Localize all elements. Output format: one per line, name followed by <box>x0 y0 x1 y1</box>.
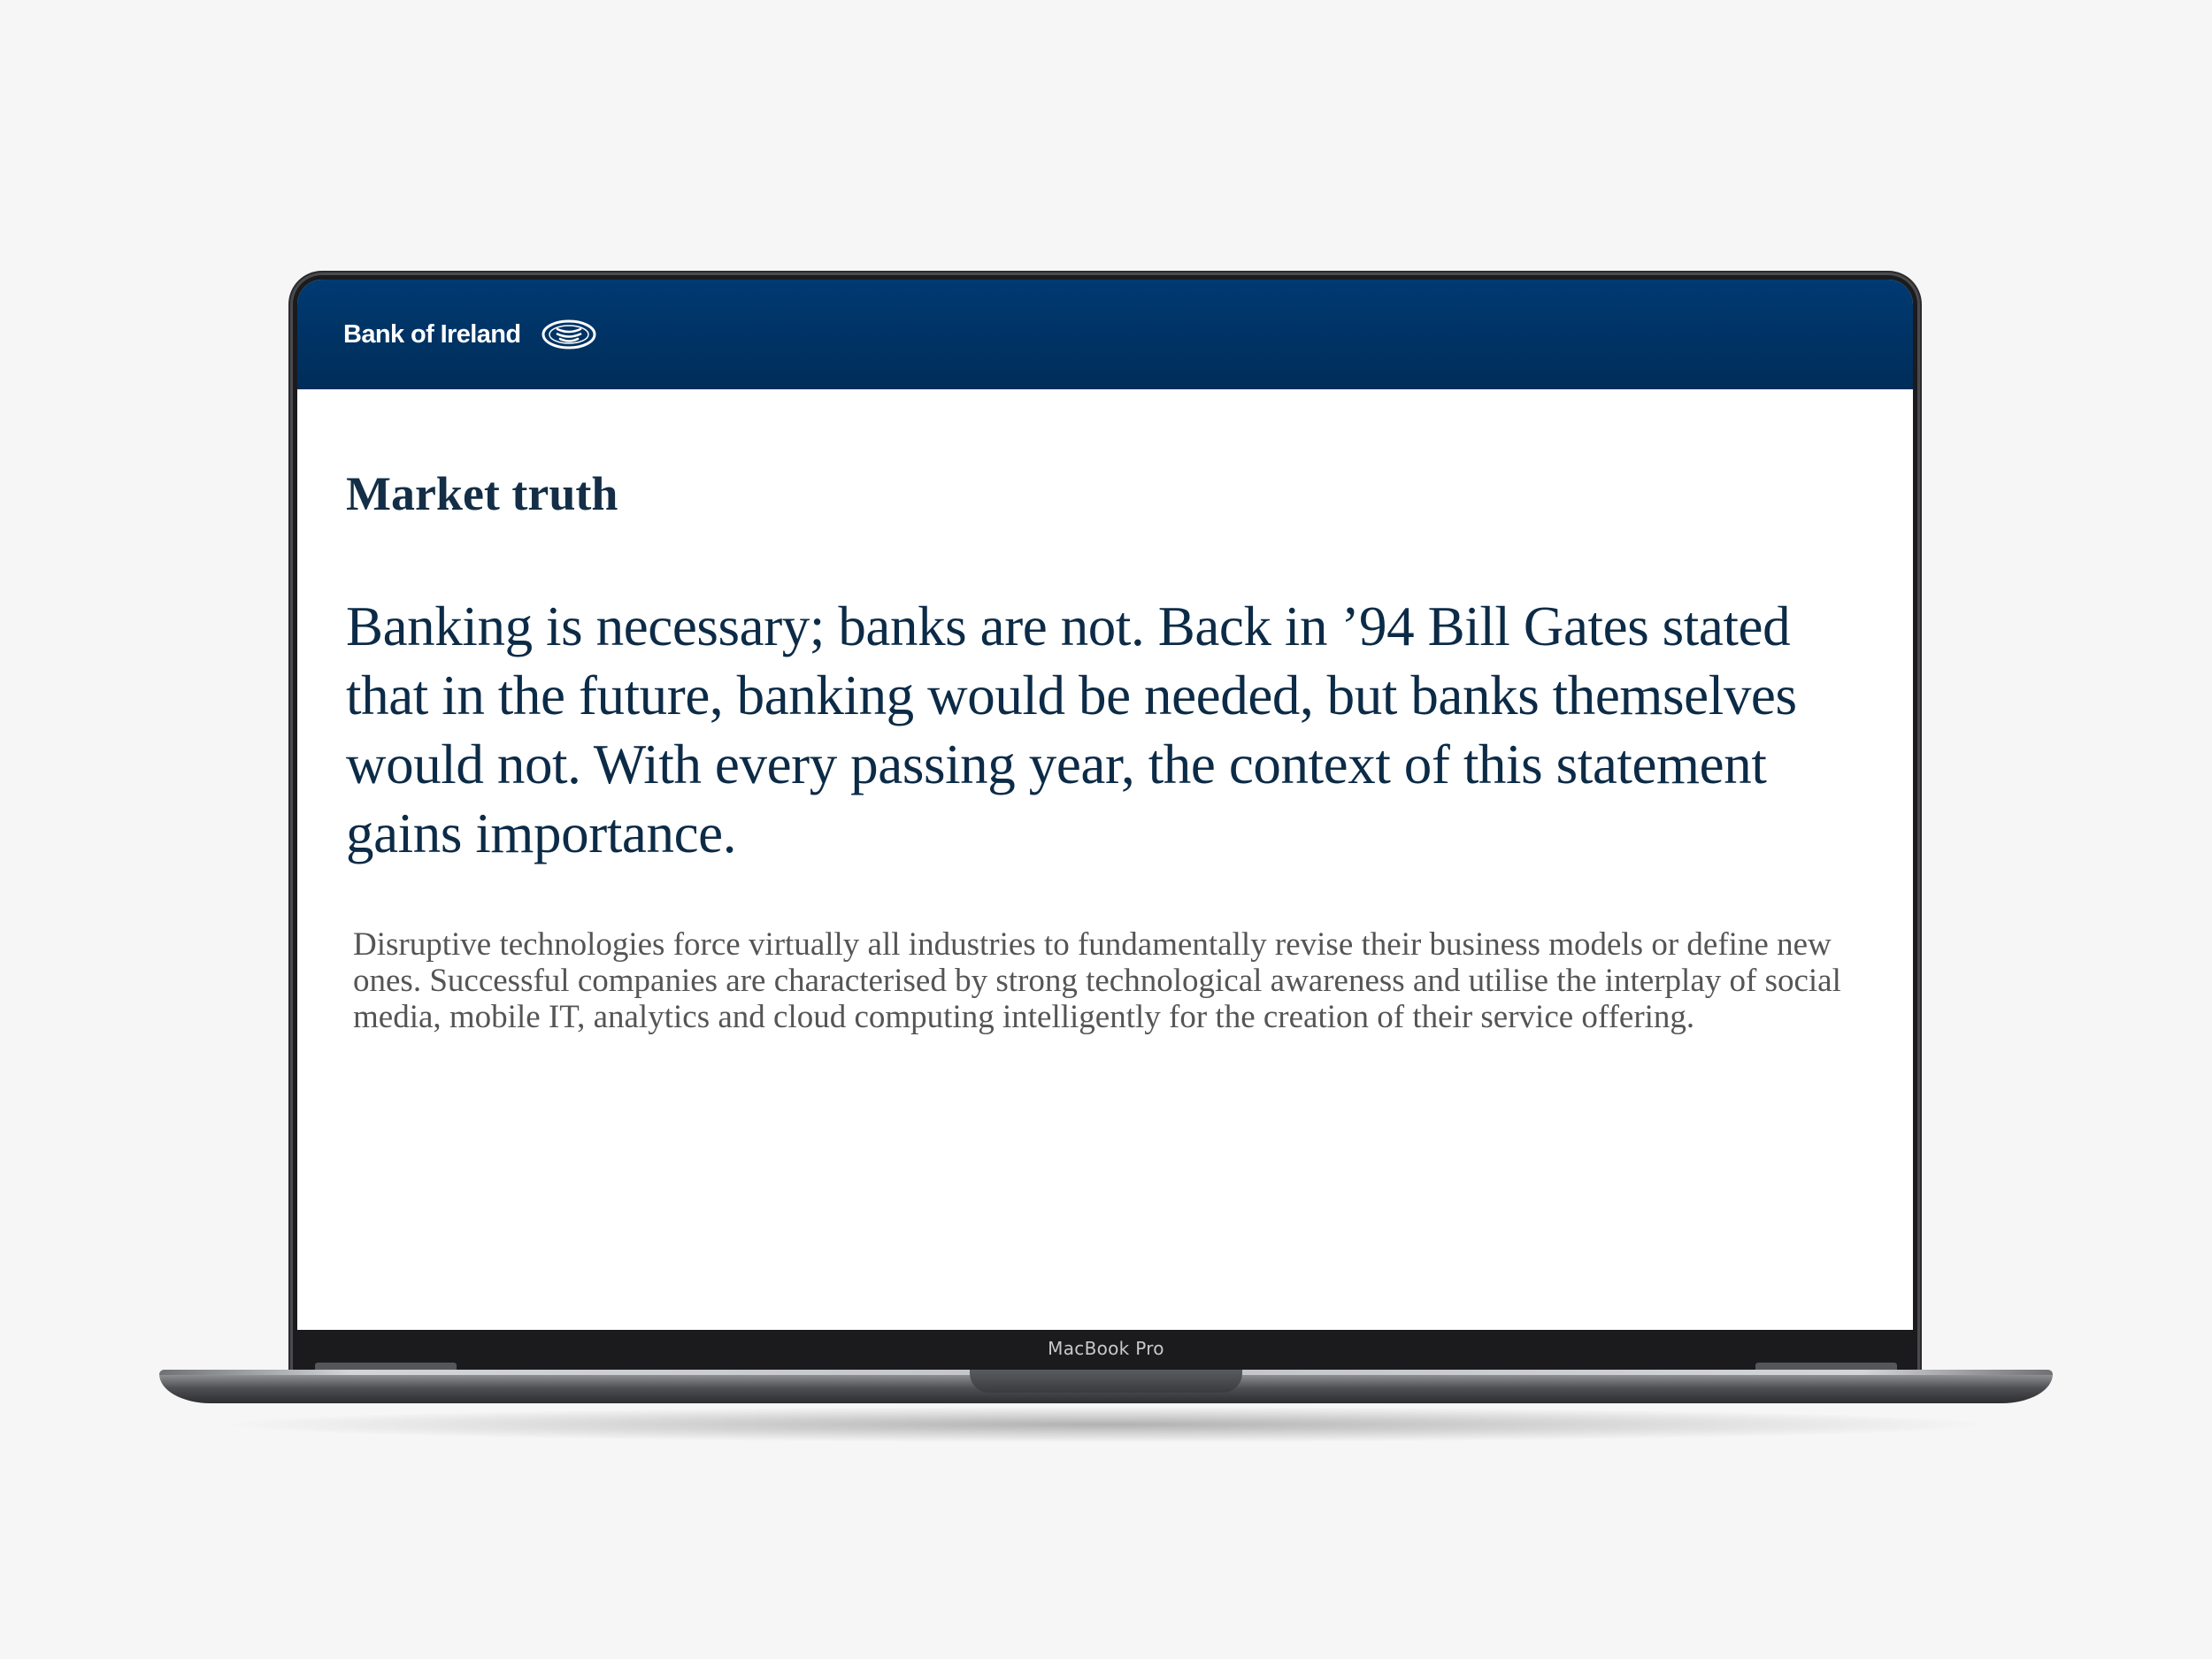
site-header <box>297 280 1913 389</box>
main-content <box>346 465 1868 1035</box>
page-title: Market truth <box>346 467 618 520</box>
body-paragraph: Disruptive technologies force virtually all industries to fundamentally revise their business models or define new ones. Successful companies are characterised by strong technological awareness and utilise the interplay of social media, mobile IT, analytics and cloud computing intelligently for the creation of their service offering. <box>353 926 1841 1035</box>
device-model-label: MacBook Pro <box>1048 1338 1164 1359</box>
lead-paragraph: Banking is necessary; banks are not. Back in ’94 Bill Gates stated that in the future, banking would be needed, but banks themselves would not. With every passing year, the context of this statement gains importance. <box>346 595 1797 864</box>
brand-name: Bank of Ireland <box>343 319 521 349</box>
laptop-shadow <box>230 1407 1982 1442</box>
bank-of-ireland-logo-icon <box>541 319 597 350</box>
brand-link[interactable] <box>343 319 597 350</box>
laptop-opening-notch <box>970 1370 1242 1393</box>
laptop-screen <box>297 280 1913 1330</box>
